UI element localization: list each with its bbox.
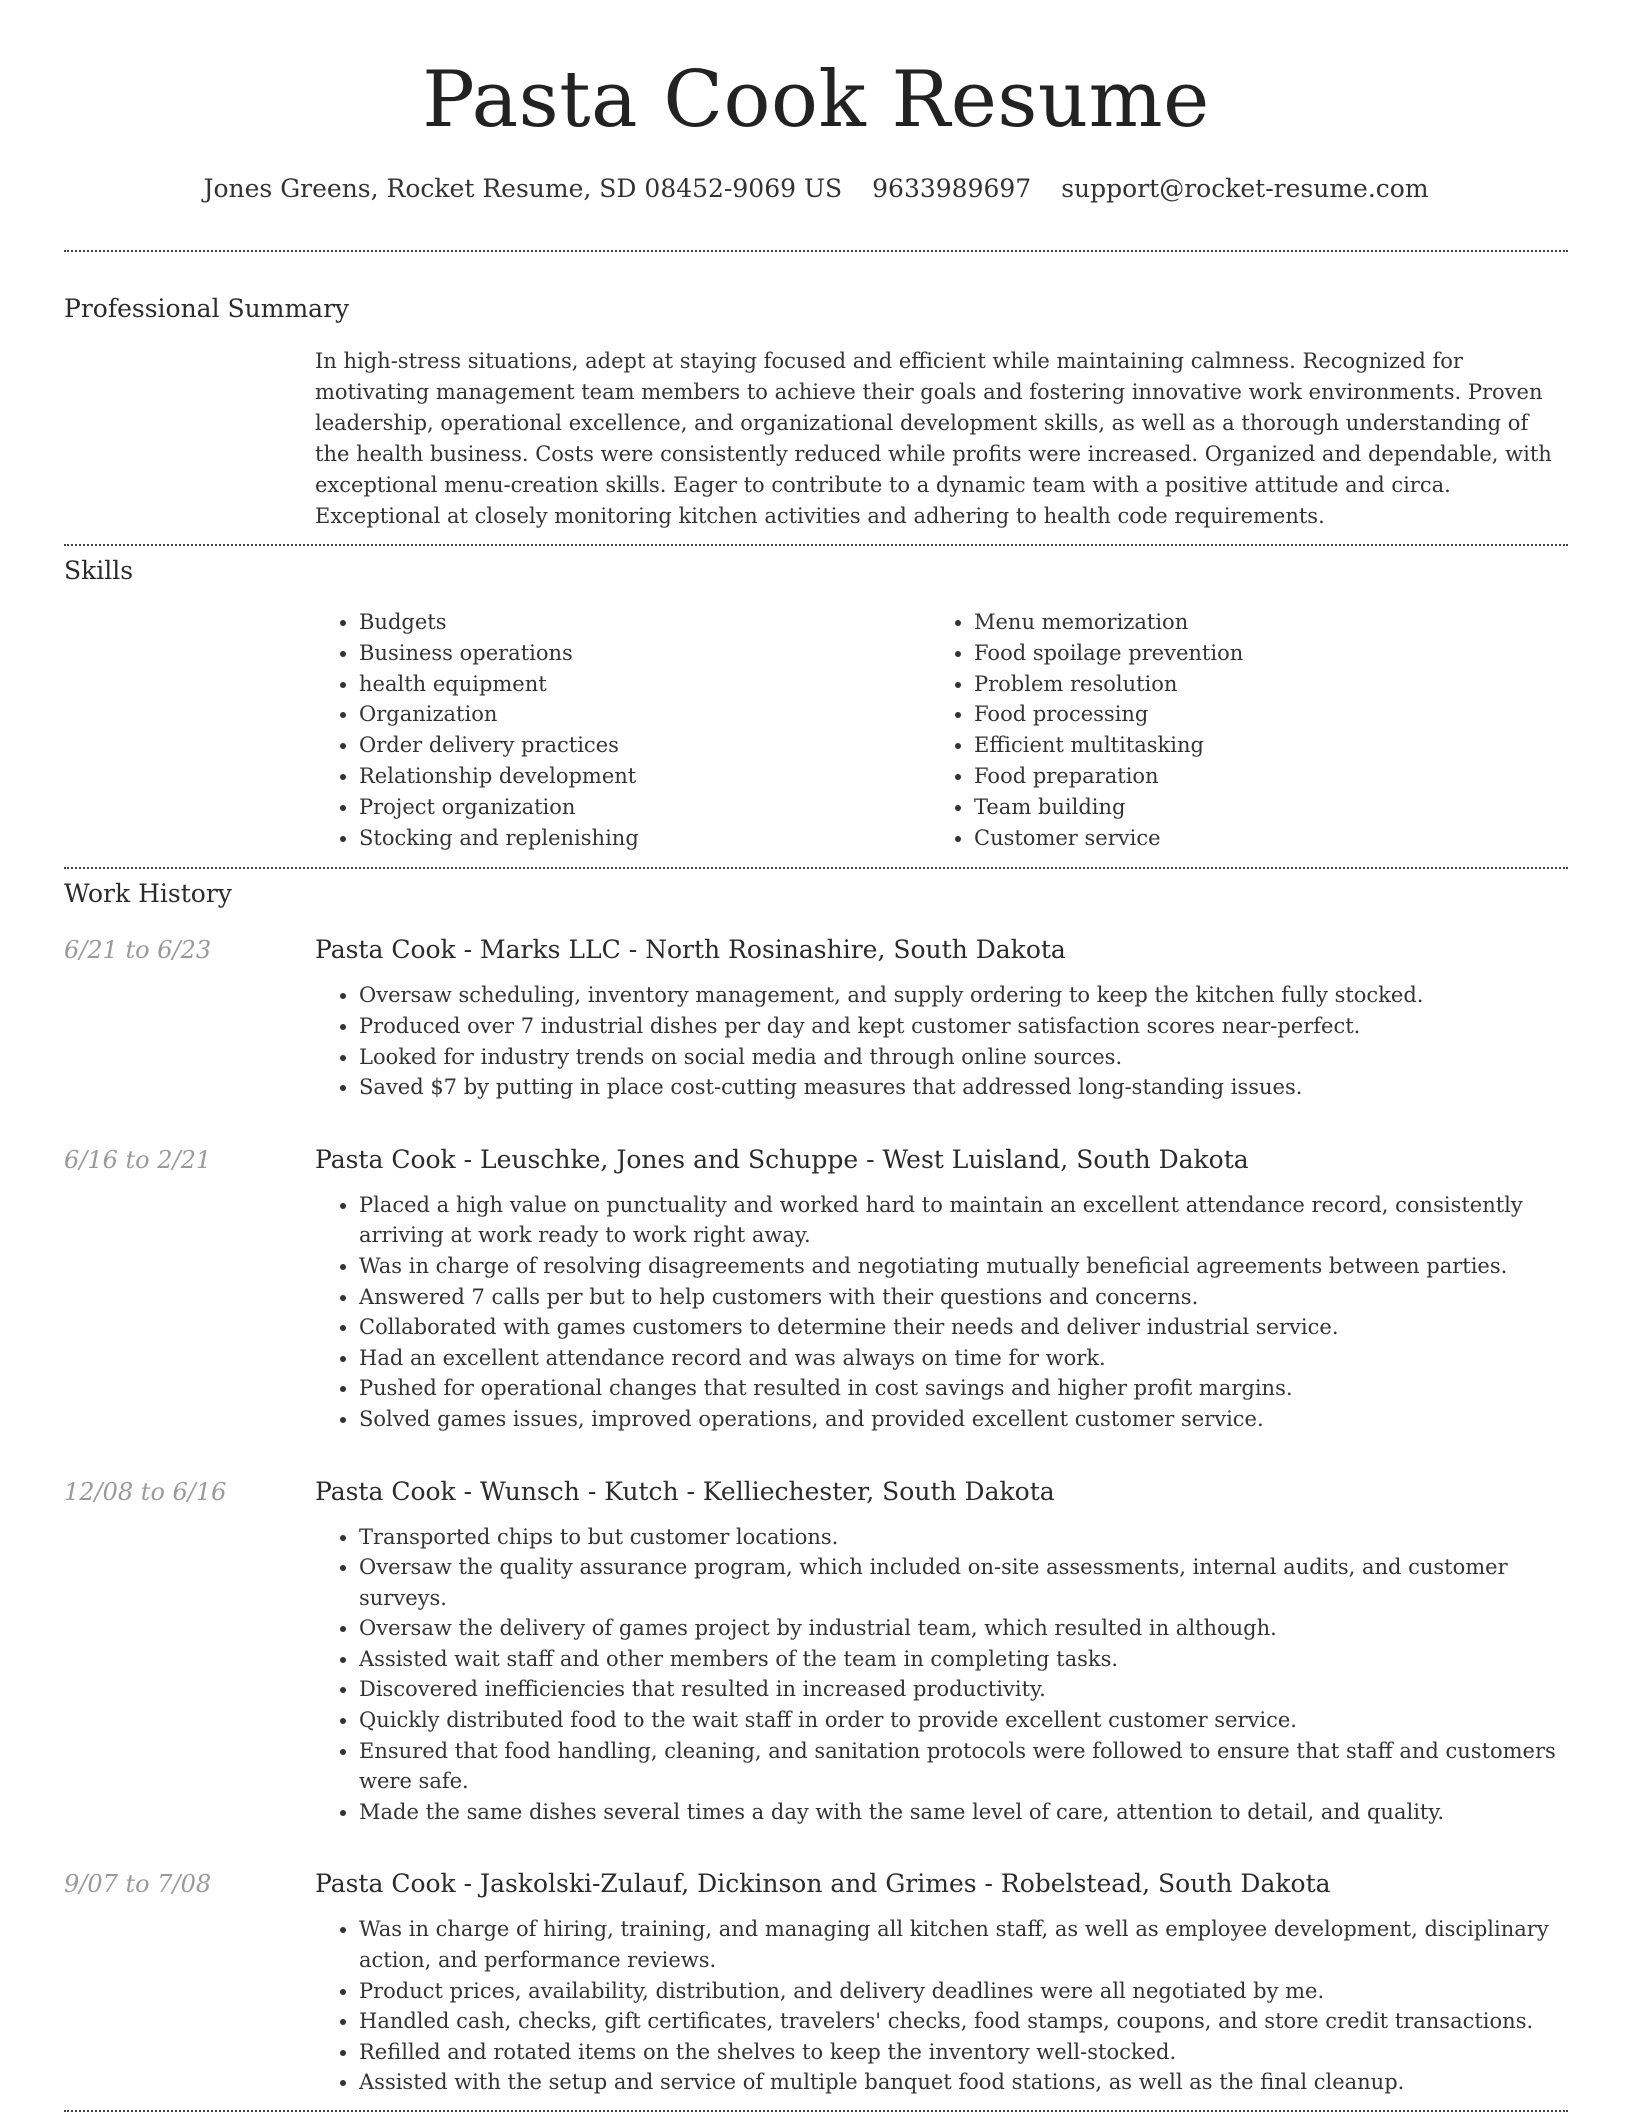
job-dates: 6/16 to 2/21 xyxy=(64,1145,212,1174)
job-bullet: • Collaborated with games customers to determine their needs and deliver industrial service. xyxy=(359,1312,1568,1343)
skills-grid xyxy=(315,607,1568,853)
skill-item: • Organization xyxy=(359,699,930,730)
job-dates: 12/08 to 6/16 xyxy=(64,1477,227,1506)
work-heading: Work History xyxy=(64,879,232,909)
job-bullet: • Transported chips to but customer locations. xyxy=(359,1522,1568,1553)
job-bullet: • Product prices, availability, distribution, and delivery deadlines were all negotiated by me. xyxy=(359,1976,1568,2007)
job-bullet: • Oversaw scheduling, inventory management, and supply ordering to keep the kitchen fully stocked. xyxy=(359,980,1568,1011)
skill-item: • Team building xyxy=(974,792,1545,823)
skill-item: • Business operations xyxy=(359,638,930,669)
contact-email: support@rocket-resume.com xyxy=(1061,174,1429,203)
job-bullets xyxy=(315,1522,1568,1828)
job-title: Pasta Cook - Jaskolski-Zulauf, Dickinson and Grimes - Robelstead, South Dakota xyxy=(315,1869,1331,1899)
job-bullet: • Looked for industry trends on social media and through online sources. xyxy=(359,1042,1568,1073)
job-bullet: • Produced over 7 industrial dishes per day and kept customer satisfaction scores near-perfect. xyxy=(359,1011,1568,1042)
skill-item: • Customer service xyxy=(974,823,1545,854)
contact-address: Jones Greens, Rocket Resume, SD 08452-9069 US xyxy=(203,174,843,203)
job-bullets xyxy=(315,1914,1568,2098)
contact-phone: 9633989697 xyxy=(872,174,1032,203)
job-title: Pasta Cook - Wunsch - Kutch - Kelliechester, South Dakota xyxy=(315,1476,1055,1506)
divider xyxy=(64,544,1568,546)
job-bullet: • Assisted with the setup and service of multiple banquet food stations, as well as the final cleanup. xyxy=(359,2067,1568,2098)
job-dates: 9/07 to 7/08 xyxy=(64,1870,212,1899)
job-bullet: • Quickly distributed food to the wait staff in order to provide excellent customer service. xyxy=(359,1705,1568,1736)
divider xyxy=(64,867,1568,869)
skill-item: • Food processing xyxy=(974,699,1545,730)
job-bullet: • Solved games issues, improved operations, and provided excellent customer service. xyxy=(359,1404,1568,1435)
job-entry xyxy=(64,1867,1568,2098)
job-bullet: • Made the same dishes several times a day with the same level of care, attention to detail, and quality. xyxy=(359,1797,1568,1828)
job-bullet: • Handled cash, checks, gift certificates, travelers' checks, food stamps, coupons, and store credit transactions. xyxy=(359,2006,1568,2037)
job-bullet: • Discovered inefficiencies that resulted in increased productivity. xyxy=(359,1674,1568,1705)
skills-list-right xyxy=(930,607,1545,853)
skill-item: • Budgets xyxy=(359,607,930,638)
job-body xyxy=(315,933,1568,1102)
job-bullets xyxy=(315,1190,1568,1435)
skill-item: • Efficient multitasking xyxy=(974,730,1545,761)
summary-heading: Professional Summary xyxy=(64,294,350,323)
skill-item: • health equipment xyxy=(359,669,930,700)
job-body xyxy=(315,1475,1568,1828)
skill-item: • Order delivery practices xyxy=(359,730,930,761)
job-bullet: • Ensured that food handling, cleaning, and sanitation protocols were followed to ensure that staff and customers were safe. xyxy=(359,1736,1568,1797)
job-bullet: • Placed a high value on punctuality and worked hard to maintain an excellent attendance record, consistently arriving at work ready to work right away. xyxy=(359,1190,1568,1251)
skill-item: • Menu memorization xyxy=(974,607,1545,638)
contact-line xyxy=(64,172,1568,206)
job-entry xyxy=(64,1143,1568,1435)
skill-item: • Food spoilage prevention xyxy=(974,638,1545,669)
job-title: Pasta Cook - Leuschke, Jones and Schuppe - West Luisland, South Dakota xyxy=(315,1144,1249,1174)
job-bullet: • Refilled and rotated items on the shelves to keep the inventory well-stocked. xyxy=(359,2037,1568,2068)
skills-list-left xyxy=(315,607,930,853)
skill-item: • Stocking and replenishing xyxy=(359,823,930,854)
job-bullet: • Was in charge of resolving disagreements and negotiating mutually beneficial agreements between parties. xyxy=(359,1251,1568,1282)
job-dates: 6/21 to 6/23 xyxy=(64,936,212,965)
summary-text: In high-stress situations, adept at staying focused and efficient while maintaining calmness. Recognized for motivating management team members to achieve their goals and fostering innovative work environments. Proven leadership, operational excellence, and organizational development skills, as well as a thorough understanding of the health business. Costs were consistently reduced while profits were increased. Organized and dependable, with exceptional menu-creation skills. Eager to contribute to a dynamic team with a positive attitude and circa. Exceptional at closely monitoring kitchen activities and adhering to health code requirements. xyxy=(315,349,1552,528)
divider xyxy=(64,250,1568,252)
job-bullet: • Oversaw the quality assurance program, which included on-site assessments, internal audits, and customer surveys. xyxy=(359,1552,1568,1613)
job-bullet: • Had an excellent attendance record and was always on time for work. xyxy=(359,1343,1568,1374)
job-bullet: • Assisted wait staff and other members of the team in completing tasks. xyxy=(359,1644,1568,1675)
job-bullets xyxy=(315,980,1568,1102)
job-bullet: • Answered 7 calls per but to help customers with their questions and concerns. xyxy=(359,1282,1568,1313)
skill-item: • Food preparation xyxy=(974,761,1545,792)
job-bullet: • Was in charge of hiring, training, and managing all kitchen staff, as well as employee development, disciplinary action, and performance reviews. xyxy=(359,1914,1568,1975)
job-entry xyxy=(64,1475,1568,1828)
skill-item: • Project organization xyxy=(359,792,930,823)
skill-item: • Problem resolution xyxy=(974,669,1545,700)
resume-title: Pasta Cook Resume xyxy=(422,55,1210,145)
job-body xyxy=(315,1867,1568,2098)
skills-heading: Skills xyxy=(64,556,134,585)
job-bullet: • Saved $7 by putting in place cost-cutting measures that addressed long-standing issues. xyxy=(359,1072,1568,1103)
job-body xyxy=(315,1143,1568,1435)
job-bullet: • Oversaw the delivery of games project by industrial team, which resulted in although. xyxy=(359,1613,1568,1644)
job-bullet: • Pushed for operational changes that resulted in cost savings and higher profit margins. xyxy=(359,1373,1568,1404)
skill-item: • Relationship development xyxy=(359,761,930,792)
resume-page xyxy=(64,0,1568,2112)
job-title: Pasta Cook - Marks LLC - North Rosinashire, South Dakota xyxy=(315,935,1066,965)
job-entry xyxy=(64,933,1568,1102)
